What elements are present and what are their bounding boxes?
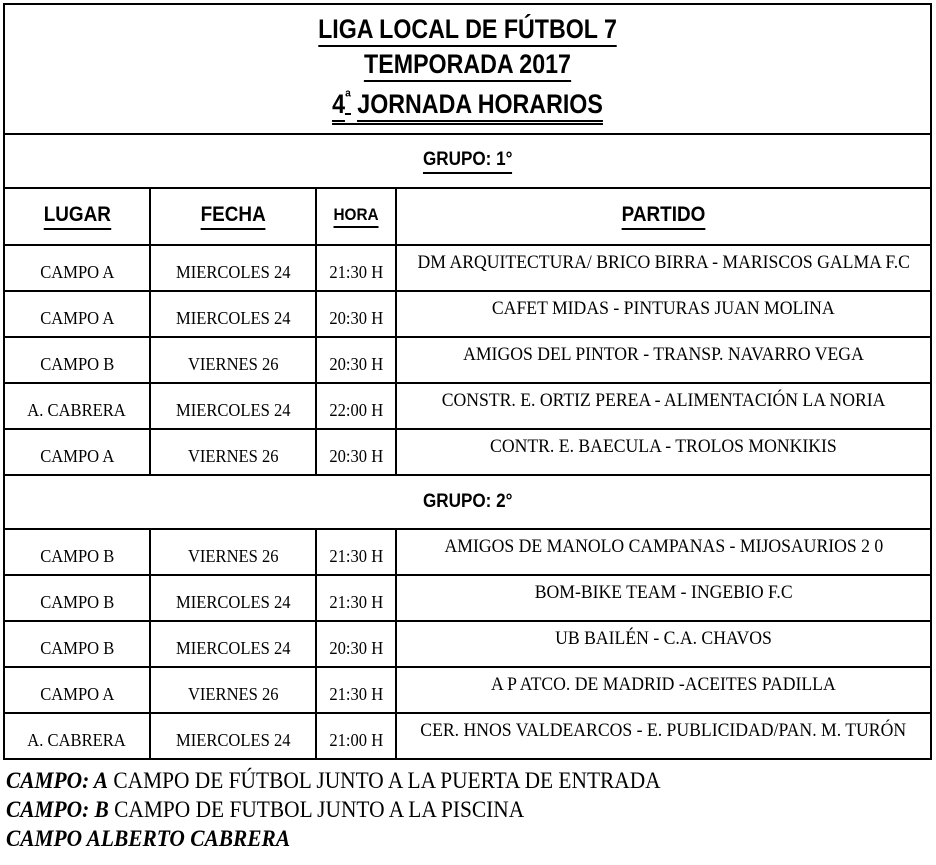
column-header-hora-label: HORA <box>333 205 378 228</box>
title-row <box>4 4 931 134</box>
cell-lugar <box>4 575 150 621</box>
cell-partido <box>396 383 931 429</box>
cell-partido-text: CER. HNOS VALDEARCOS - E. PUBLICIDAD/PAN. M. TURÓN <box>420 720 907 741</box>
table-row <box>4 245 931 291</box>
cell-hora <box>316 429 396 475</box>
cell-lugar <box>4 245 150 291</box>
column-header-fecha <box>150 188 316 245</box>
cell-fecha-text: MIERCOLES 24 <box>175 591 291 612</box>
cell-lugar-text: CAMPO A <box>39 683 115 704</box>
cell-lugar <box>4 383 150 429</box>
cell-hora-text: 20:30 H <box>329 637 383 658</box>
column-header-partido-label: PARTIDO <box>622 203 706 230</box>
table-row <box>4 529 931 575</box>
cell-fecha <box>150 291 316 337</box>
cell-partido <box>396 429 931 475</box>
cell-lugar-text: CAMPO B <box>39 591 115 612</box>
group-banner-row <box>4 475 931 529</box>
cell-lugar-text: A. CABRERA <box>27 729 127 750</box>
cell-lugar-text: CAMPO B <box>39 545 115 566</box>
cell-fecha <box>150 713 316 759</box>
cell-partido <box>396 713 931 759</box>
cell-partido-text: CONTR. E. BAECULA - TROLOS MONKIKIS <box>490 436 837 457</box>
cell-lugar <box>4 337 150 383</box>
group-banner-cell-1 <box>4 134 931 188</box>
cell-hora-text: 20:30 H <box>329 307 383 328</box>
cell-partido-text: CONSTR. E. ORTIZ PEREA - ALIMENTACIÓN LA NORIA <box>441 390 886 411</box>
cell-lugar <box>4 667 150 713</box>
cell-partido-text: DM ARQUITECTURA/ BRICO BIRRA - MARISCOS GALMA F.C <box>417 252 910 273</box>
title-line-2 <box>70 47 866 82</box>
cell-fecha-text: VIERNES 26 <box>187 353 279 374</box>
title-line-1-text: LIGA LOCAL DE FÚTBOL 7 <box>318 14 617 47</box>
cell-lugar <box>4 713 150 759</box>
column-header-lugar <box>4 188 150 245</box>
cell-hora <box>316 667 396 713</box>
table-row <box>4 667 931 713</box>
cell-hora <box>316 529 396 575</box>
table-row <box>4 575 931 621</box>
group-banner-cell-2 <box>4 475 931 529</box>
cell-fecha <box>150 621 316 667</box>
cell-partido-text: AMIGOS DEL PINTOR - TRANSP. NAVARRO VEGA <box>463 344 864 365</box>
cell-lugar <box>4 429 150 475</box>
cell-hora <box>316 337 396 383</box>
column-header-row <box>4 188 931 245</box>
cell-hora-text: 21:00 H <box>329 729 383 750</box>
cell-hora <box>316 621 396 667</box>
cell-hora-text: 20:30 H <box>329 445 383 466</box>
cell-lugar-text: CAMPO A <box>39 307 115 328</box>
title-line-3-text <box>332 82 603 125</box>
cell-hora <box>316 291 396 337</box>
table-row <box>4 621 931 667</box>
column-header-lugar-label: LUGAR <box>43 203 110 230</box>
jornada-ordinal: ª <box>345 82 351 115</box>
group-label-2: GRUPO: 2° <box>422 491 513 512</box>
cell-fecha <box>150 667 316 713</box>
cell-lugar <box>4 621 150 667</box>
cell-lugar-text: A. CABRERA <box>27 399 127 420</box>
table-row <box>4 383 931 429</box>
legend-notes <box>6 766 926 853</box>
jornada-number: 4 <box>332 89 345 122</box>
cell-fecha-text: MIERCOLES 24 <box>175 307 291 328</box>
cell-partido <box>396 621 931 667</box>
cell-hora-text: 21:30 H <box>329 261 383 282</box>
title-line-3-label: JORNADA HORARIOS <box>357 89 603 122</box>
cell-lugar-text: CAMPO B <box>39 353 115 374</box>
legend-note-a-body: CAMPO DE FÚTBOL JUNTO A LA PUERTA DE ENTRADA <box>108 768 661 793</box>
legend-note-cabrera-key: CAMPO ALBERTO CABRERA <box>6 826 291 851</box>
cell-fecha <box>150 337 316 383</box>
title-line-1 <box>70 12 866 47</box>
cell-hora <box>316 713 396 759</box>
cell-lugar-text: CAMPO A <box>39 445 115 466</box>
legend-note-campo-cabrera <box>6 824 862 853</box>
document-title-cell <box>4 4 931 134</box>
legend-note-campo-a <box>6 766 862 795</box>
cell-partido <box>396 291 931 337</box>
cell-partido-text: CAFET MIDAS - PINTURAS JUAN MOLINA <box>492 298 835 319</box>
cell-fecha <box>150 575 316 621</box>
cell-partido <box>396 667 931 713</box>
cell-partido-text: AMIGOS DE MANOLO CAMPANAS - MIJOSAURIOS 2 0 <box>444 536 883 557</box>
cell-fecha <box>150 529 316 575</box>
cell-fecha <box>150 245 316 291</box>
cell-partido <box>396 337 931 383</box>
cell-hora <box>316 383 396 429</box>
column-header-fecha-label: FECHA <box>200 203 265 230</box>
cell-lugar-text: CAMPO A <box>39 261 115 282</box>
cell-fecha-text: MIERCOLES 24 <box>175 729 291 750</box>
cell-fecha-text: VIERNES 26 <box>187 545 279 566</box>
cell-partido-text: UB BAILÉN - C.A. CHAVOS <box>555 628 772 649</box>
cell-lugar <box>4 529 150 575</box>
schedule-table-body <box>4 4 931 759</box>
legend-note-campo-b <box>6 795 862 824</box>
cell-fecha-text: MIERCOLES 24 <box>175 261 291 282</box>
cell-hora <box>316 245 396 291</box>
cell-partido <box>396 575 931 621</box>
cell-fecha <box>150 383 316 429</box>
column-header-hora <box>316 188 396 245</box>
title-line-2-text: TEMPORADA 2017 <box>364 49 571 82</box>
table-row <box>4 429 931 475</box>
legend-note-b-body: CAMPO DE FUTBOL JUNTO A LA PISCINA <box>108 797 525 822</box>
group-label-1: GRUPO: 1° <box>423 149 513 174</box>
legend-note-b-key: CAMPO: B <box>6 797 109 822</box>
cell-hora-text: 21:30 H <box>329 545 383 566</box>
cell-hora <box>316 575 396 621</box>
legend-note-a-key: CAMPO: A <box>6 768 109 793</box>
cell-hora-text: 20:30 H <box>329 353 383 374</box>
group-banner-row <box>4 134 931 188</box>
cell-hora-text: 21:30 H <box>329 591 383 612</box>
cell-fecha <box>150 429 316 475</box>
title-line-3 <box>70 82 866 125</box>
cell-hora-text: 21:30 H <box>329 683 383 704</box>
cell-lugar <box>4 291 150 337</box>
cell-fecha-text: VIERNES 26 <box>187 683 279 704</box>
cell-hora-text: 22:00 H <box>329 399 383 420</box>
column-header-partido <box>396 188 931 245</box>
cell-fecha-text: MIERCOLES 24 <box>175 637 291 658</box>
table-row <box>4 337 931 383</box>
table-row <box>4 291 931 337</box>
cell-partido <box>396 245 931 291</box>
cell-partido-text: A P ATCO. DE MADRID -ACEITES PADILLA <box>491 674 836 695</box>
table-row <box>4 713 931 759</box>
schedule-table <box>3 3 932 760</box>
cell-partido <box>396 529 931 575</box>
cell-fecha-text: MIERCOLES 24 <box>175 399 291 420</box>
cell-partido-text: BOM-BIKE TEAM - INGEBIO F.C <box>534 582 793 603</box>
cell-fecha-text: VIERNES 26 <box>187 445 279 466</box>
cell-lugar-text: CAMPO B <box>39 637 115 658</box>
